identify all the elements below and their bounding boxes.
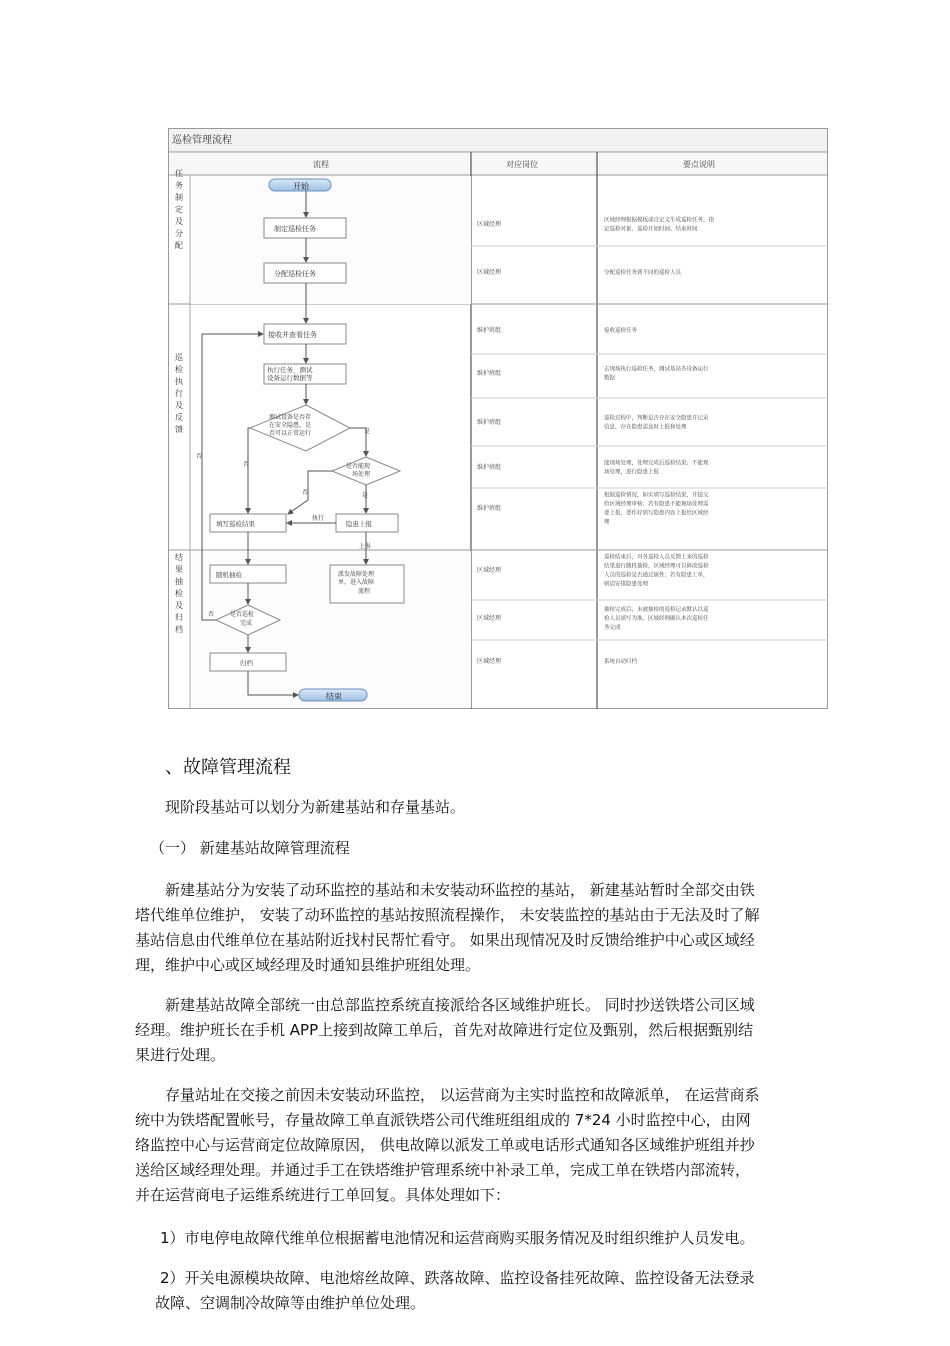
row-note-line: 给区域经理审核；若有隐患不能现场处理需: [604, 501, 709, 508]
row-note-line: 数据: [604, 375, 616, 382]
lane2-char: 执: [175, 377, 183, 386]
lane2-char: 检: [175, 365, 183, 374]
paragraph-1: 现阶段基站可以划分为新建基站和存量基站。: [165, 798, 466, 816]
edge-no3: 否: [196, 453, 203, 460]
lane-label-exec: [175, 353, 184, 434]
lane3-char: 结: [175, 553, 183, 562]
diagram-title: 巡检管理流程: [172, 135, 232, 146]
lane-label-task: [175, 168, 183, 250]
row-note-line: 则请安排隐患处理: [604, 581, 649, 588]
header-role: 对应岗位: [506, 160, 538, 169]
p4-line-5: 并在运营商电子运维系统进行工单回复。具体处理如下：: [135, 1186, 511, 1204]
edge-no4: 否: [208, 611, 215, 618]
header-flow: 流程: [313, 160, 329, 169]
row-role: 维护班组: [477, 327, 502, 334]
row-role: 区域经理: [477, 221, 502, 228]
lane1-char: 分: [175, 229, 183, 238]
lane1-char: 及: [175, 217, 183, 226]
p3-line-1: 新建基站故障全部统一由总部监控系统直接派给各区域维护班长。 同时抄送铁塔公司区域: [165, 996, 755, 1014]
p2-line-2: 塔代维单位维护， 安装了动环监控的基站按照流程操作， 未安装监控的基站由于无法及时了解: [135, 906, 760, 924]
lane-label-result: [175, 552, 183, 634]
list-item-2-line-1: 2）开关电源模块故障、电池熔丝故障、跌落故障、监控设备挂死故障、监控设备无法登录: [160, 1269, 755, 1287]
row-role: 区域经理: [477, 615, 502, 622]
lane3-char: 抽: [175, 577, 183, 586]
lane1-char: 配: [175, 241, 183, 250]
edge-report: 上报: [359, 543, 372, 550]
p2-line-1: 新建基站分为安装了动环监控的基站和未安装动环监控的基站， 新建基站暂时全部交由铁: [165, 881, 755, 899]
execute-label-1: 执行任务，测试: [267, 366, 313, 374]
fill-result-label: 填写巡检结果: [216, 520, 255, 528]
row-role: 维护班组: [477, 370, 502, 377]
flowchart-svg: [168, 128, 828, 710]
test-label-3: 否可以正常运行: [269, 430, 312, 437]
p4-line-2: 统中为铁塔配置帐号，存量故障工单直派铁塔公司代维班组组成的 7*24 小时监控中心，由网: [135, 1111, 751, 1129]
p2-line-4: 理，维护中心或区域经理及时通知县维护班组处理。: [135, 956, 481, 974]
row-note-line: 去现场执行巡检任务，测试基站各设备运行: [604, 366, 709, 373]
start-label: 开始: [293, 182, 309, 191]
dispatch-label-3: 流程: [358, 588, 371, 595]
row-role: 维护班组: [477, 419, 502, 426]
lane2-char: 馈: [175, 425, 183, 434]
row-note-line: 人员的巡检是否通过属性；若有隐患工单，: [604, 572, 709, 579]
onsite-label-2: 场处理: [352, 471, 371, 478]
row-note-line: 务完成: [604, 625, 621, 631]
lane2-char: 及: [175, 401, 183, 410]
edge-exec: 执行: [312, 515, 325, 522]
row-note-line: 系统自动归档: [604, 659, 638, 665]
lane3-char: 档: [175, 625, 183, 634]
onsite-label-1: 是否能现: [346, 463, 371, 470]
row-note-line: 理: [604, 519, 610, 526]
lane3-char: 检: [175, 589, 183, 598]
make-task-label: 制定巡检任务: [274, 225, 316, 233]
dispatch-label-2: 单，进入故障: [338, 579, 375, 586]
inspection-flowchart: [168, 128, 828, 710]
row-note-line: 定巡检对象、巡检开始时间、结束时间: [604, 226, 698, 233]
end-label: 结束: [326, 692, 342, 701]
list-item-1: 1）市电停电故障代维单位根据蓄电池情况和运营商购买服务情况及时组织维护人员发电。: [160, 1229, 755, 1247]
row-note-line: 场处理，进行隐患上报: [604, 469, 660, 476]
row-note-line: 抽检完成后，未被抽检的巡检记录默认以巡: [604, 607, 709, 613]
assign-task-label: 分配巡检任务: [274, 270, 316, 278]
row-note-line: 结果进行随机抽检，区域经理可以修改巡检: [604, 563, 709, 570]
sub-heading: （一） 新建基站故障管理流程: [150, 839, 350, 857]
row-note-line: 要上报，要作好填写隐患内容上报给区域经: [604, 510, 709, 517]
row-role: 维护班组: [477, 505, 502, 512]
lane1-char: 制: [175, 193, 183, 202]
row-role: 维护班组: [477, 464, 502, 471]
row-note-line: 巡检过程中，判断是否存在安全隐患并记录: [604, 415, 709, 422]
row-note-line: 区域经理根据模板或自定义生成巡检任务，指: [604, 217, 715, 224]
p4-line-1: 存量站址在交接之前因未安装动环监控， 以运营商为主实时监控和故障派单， 在运营商系: [165, 1086, 760, 1104]
row-note-line: 根据巡检情况，如实填写巡检结果，并提交: [604, 492, 709, 499]
lane2-char: 反: [175, 413, 183, 422]
p3-line-3: 果进行处理。: [135, 1046, 226, 1064]
edge-yes2: 是: [362, 492, 369, 499]
row-note-line: 检人员填写为准，区域经理确认本次巡检任: [604, 616, 709, 622]
row-note-line: 巡检结束后，对各巡检人员反馈上来的巡检: [604, 554, 709, 561]
p2-line-3: 基站信息由代维单位在基站附近找村民帮忙看守。 如果出现情况及时反馈给维护中心或区域经: [135, 931, 755, 949]
header-notes: 要点说明: [683, 160, 715, 169]
p4-line-3: 络监控中心与运营商定位故障原因， 供电故障以派发工单或电话形式通知各区域维护班组并抄: [135, 1136, 755, 1154]
lane2-char: 巡: [175, 353, 183, 362]
lane1-char: 任: [175, 169, 183, 178]
edge-no2: 否: [302, 489, 309, 496]
lane1-char: 定: [175, 205, 183, 214]
edge-yes: 是: [364, 428, 371, 435]
list-item-2-line-2: 故障、空调制冷故障等由维护单位处理。: [155, 1294, 426, 1312]
lane1-char: 务: [175, 181, 183, 190]
random-check-label: 随机抽检: [216, 571, 242, 579]
test-label-1: 测试设备是否存: [269, 414, 312, 421]
test-label-2: 在安全隐患，是: [269, 422, 312, 429]
row-note-line: 信息，存在隐患需及时上报和处理: [604, 424, 687, 431]
row-role: 区域经理: [477, 567, 502, 574]
lane2-char: 行: [175, 389, 183, 398]
row-note-line: 能现场处理，处理完成后巡检结果；不能现: [604, 460, 709, 467]
done-label-2: 完成: [240, 620, 253, 627]
row-note-line: 接收巡检任务: [604, 328, 638, 334]
p4-line-4: 送给区域经理处理。并通过手工在铁塔维护管理系统中补录工单，完成工单在铁塔内部流转，: [135, 1161, 751, 1179]
row-note-line: 分配巡检任务到不同的巡检人员: [604, 270, 682, 276]
p3-line-2: 经理。维护班长在手机 APP上接到故障工单后，首先对故障进行定位及甄别，然后根据甄别结: [135, 1021, 754, 1039]
execute-label-2: 设备运行数据等: [267, 374, 313, 382]
dispatch-label-1: 派发故障处理: [338, 571, 375, 578]
receive-task-label: 接收并查看任务: [268, 331, 317, 339]
archive-label: 归档: [240, 659, 253, 667]
lane3-char: 及: [175, 601, 183, 610]
edge-no: 否: [243, 461, 250, 468]
row-role: 区域经理: [477, 658, 502, 665]
report-hazard-label: 隐患上报: [346, 520, 372, 528]
lane3-char: 归: [175, 613, 183, 622]
row-role: 区域经理: [477, 269, 502, 276]
done-label-1: 是否巡检: [230, 611, 255, 618]
lane3-char: 果: [175, 565, 183, 574]
section-heading: 、故障管理流程: [165, 757, 291, 778]
